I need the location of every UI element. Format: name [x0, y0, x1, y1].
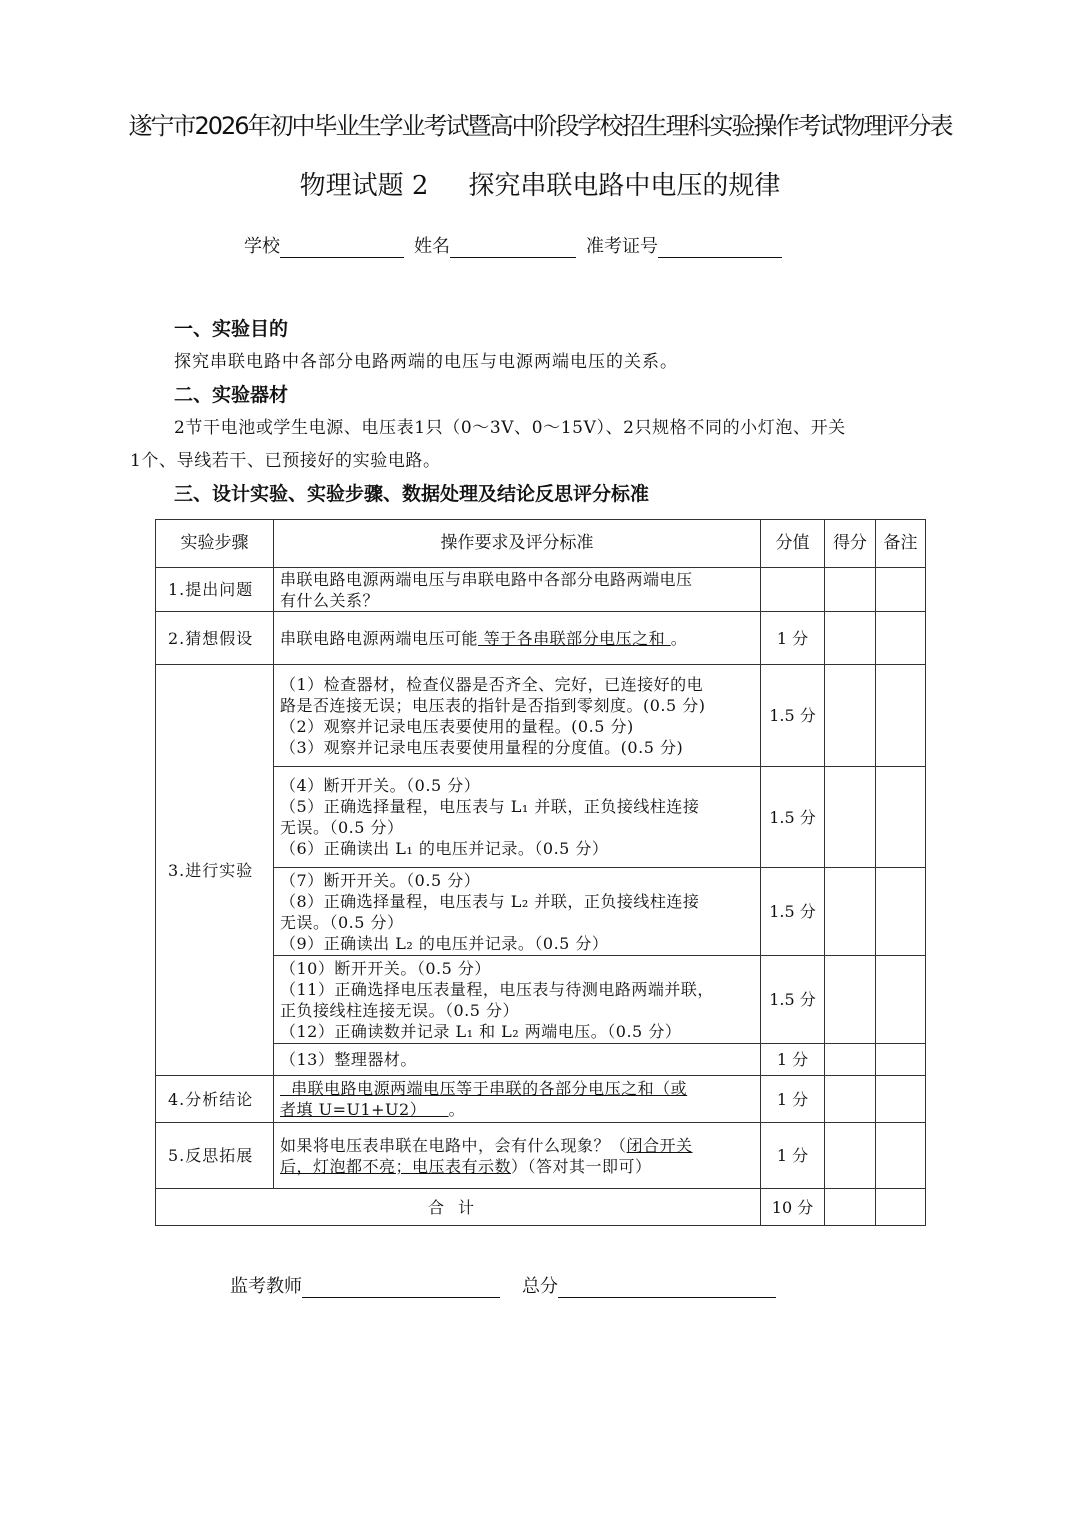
- section-text-equipment-line2: 1个、导线若干、已预接好的实验电路。: [130, 451, 441, 471]
- exam-id-label: 准考证号: [586, 236, 658, 257]
- points-cell: 1.5 分: [761, 767, 825, 868]
- requirement-text: 串联电路电源两端电压与串联电路中各部分电路两端电压 有什么关系？: [274, 568, 761, 612]
- remarks-cell[interactable]: [876, 1044, 926, 1076]
- points-cell: [761, 568, 825, 612]
- school-label: 学校: [244, 236, 280, 257]
- earned-cell[interactable]: [825, 665, 876, 767]
- proctor-field[interactable]: [302, 1277, 500, 1298]
- requirement-text: 串联电路电源两端电压可能 等于各串联部分电压之和 。: [274, 612, 761, 665]
- page-title: 遂宁市2026年初中毕业生学业考试暨高中阶段学校招生理科实验操作考试物理评分表: [128, 112, 952, 140]
- points-cell: 1 分: [761, 612, 825, 665]
- earned-cell[interactable]: [825, 767, 876, 868]
- table-total-row: [156, 1189, 926, 1226]
- earned-cell[interactable]: [825, 568, 876, 612]
- points-cell: 1 分: [761, 1044, 825, 1076]
- answer-text: 串联电路电源两端电压等于串联的各部分电压之和（或: [280, 1079, 688, 1098]
- requirement-text: （7）断开开关。（0.5 分） （8）正确选择量程，电压表与 L₂ 并联，正负接线柱连接 无误。（0.5 分） （9）正确读出 L₂ 的电压并记录。（0.5 分）: [274, 868, 761, 956]
- earned-cell[interactable]: [825, 612, 876, 665]
- earned-cell[interactable]: [825, 868, 876, 956]
- section-heading-purpose: 一、实验目的: [174, 318, 289, 340]
- total-label: 合计: [156, 1189, 761, 1226]
- earned-cell[interactable]: [825, 1076, 876, 1123]
- step-name: 3.进行实验: [156, 665, 274, 1076]
- name-label: 姓名: [414, 236, 450, 257]
- remarks-cell[interactable]: [876, 1189, 926, 1226]
- remarks-cell[interactable]: [876, 568, 926, 612]
- test-number: 物理试题 2: [299, 171, 429, 201]
- header-step: 实验步骤: [156, 520, 274, 568]
- step-name: 5.反思拓展: [156, 1123, 274, 1189]
- exam-id-field[interactable]: [658, 237, 782, 258]
- answer-text: 闭合开关: [626, 1135, 693, 1155]
- answer-text: 者填 U=U1+U2）: [280, 1100, 449, 1119]
- points-cell: 1.5 分: [761, 956, 825, 1044]
- table-row: [156, 612, 926, 665]
- step-name: 2.猜想假设: [156, 612, 274, 665]
- total-points: 10 分: [761, 1189, 825, 1226]
- sub-title: [0, 165, 1080, 202]
- section-text-purpose: 探究串联电路中各部分电路两端的电压与电源两端电压的关系。: [174, 352, 678, 372]
- school-field[interactable]: [280, 237, 404, 258]
- requirement-text: （1）检查器材，检查仪器是否齐全、完好，已连接好的电 路是否连接无误；电压表的指针是否指到零刻度。(0.5 分) （2）观察并记录电压表要使用的量程。(0.5 分) （3）观察并记录电压表要使用量程的分度值。(0.5 分): [274, 665, 761, 767]
- requirement-text: 如果将电压表串联在电路中，会有什么现象？（闭合开关 后，灯泡都不亮；电压表有示数）（答对其一即可）: [274, 1123, 761, 1189]
- points-cell: 1.5 分: [761, 665, 825, 767]
- remarks-cell[interactable]: [876, 1076, 926, 1123]
- table-row: [156, 1076, 926, 1123]
- earned-cell[interactable]: [825, 1189, 876, 1226]
- remarks-cell[interactable]: [876, 868, 926, 956]
- remarks-cell[interactable]: [876, 1123, 926, 1189]
- points-cell: 1 分: [761, 1123, 825, 1189]
- header-earned: 得分: [825, 520, 876, 568]
- section-heading-equipment: 二、实验器材: [174, 384, 289, 406]
- remarks-cell[interactable]: [876, 956, 926, 1044]
- header-points: 分值: [761, 520, 825, 568]
- header-remarks: 备注: [876, 520, 926, 568]
- table-header-row: [156, 520, 926, 568]
- header-requirements: 操作要求及评分标准: [274, 520, 761, 568]
- points-cell: 1 分: [761, 1076, 825, 1123]
- section-heading-scoring: 三、设计实验、实验步骤、数据处理及结论反思评分标准: [174, 483, 650, 505]
- scoring-table: [155, 519, 926, 1226]
- name-field[interactable]: [450, 237, 576, 258]
- remarks-cell[interactable]: [876, 767, 926, 868]
- earned-cell[interactable]: [825, 1123, 876, 1189]
- answer-text: 后，灯泡都不亮；电压表有示数: [280, 1156, 512, 1176]
- table-row: [156, 568, 926, 612]
- step-name: 1.提出问题: [156, 568, 274, 612]
- remarks-cell[interactable]: [876, 665, 926, 767]
- requirement-text: （4）断开开关。（0.5 分） （5）正确选择量程，电压表与 L₁ 并联，正负接线柱连接 无误。（0.5 分） （6）正确读出 L₁ 的电压并记录。（0.5 分）: [274, 767, 761, 868]
- total-score-field[interactable]: [558, 1277, 776, 1298]
- requirement-text: （13）整理器材。: [274, 1044, 761, 1076]
- section-text-equipment-line1: 2节干电池或学生电源、电压表1只（0～3V、0～15V）、2只规格不同的小灯泡、开关: [174, 418, 846, 438]
- table-row: [156, 1123, 926, 1189]
- total-score-label: 总分: [522, 1276, 558, 1297]
- table-row: [156, 665, 926, 767]
- answer-text: 等于各串联部分电压之和: [478, 628, 671, 648]
- step-name: 4.分析结论: [156, 1076, 274, 1123]
- candidate-info-line: [244, 232, 782, 258]
- requirement-text: 串联电路电源两端电压等于串联的各部分电压之和（或 者填 U=U1+U2） 。: [274, 1076, 761, 1123]
- earned-cell[interactable]: [825, 956, 876, 1044]
- remarks-cell[interactable]: [876, 612, 926, 665]
- points-cell: 1.5 分: [761, 868, 825, 956]
- requirement-text: （10）断开开关。（0.5 分） （11）正确选择电压表量程，电压表与待测电路两端并联， 正负接线柱连接无误。（0.5 分） （12）正确读数并记录 L₁ 和 L₂ 两端电压。（0.5 分）: [274, 956, 761, 1044]
- test-name: 探究串联电路中电压的规律: [468, 171, 781, 201]
- earned-cell[interactable]: [825, 1044, 876, 1076]
- proctor-label: 监考教师: [230, 1276, 302, 1297]
- footer-signature-line: [230, 1272, 776, 1298]
